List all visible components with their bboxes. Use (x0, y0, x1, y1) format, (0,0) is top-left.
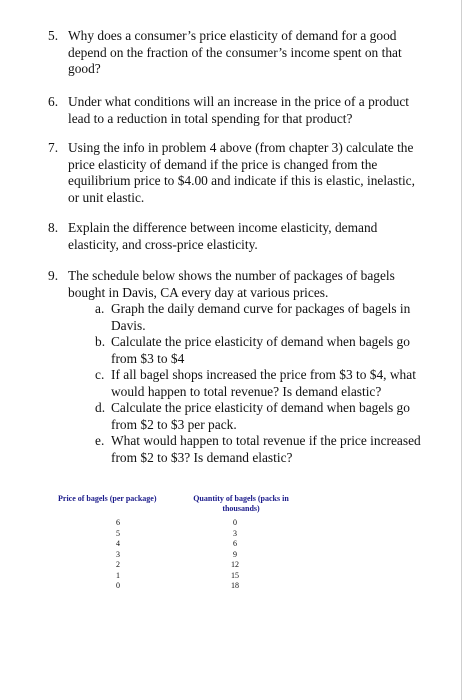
price-cell: 6 (116, 518, 120, 527)
quantity-column-header: Quantity of bagels (packs in thousands) (193, 494, 289, 513)
question-7 (48, 140, 418, 206)
subquestion-text: Calculate the price elasticity of demand when bagels go from $2 to $3 per pack. (111, 400, 410, 432)
price-cell: 5 (116, 528, 120, 538)
subquestion-a (95, 301, 425, 334)
question-8 (48, 220, 418, 253)
price-cell: 4 (116, 539, 120, 548)
question-text: Why does a consumer’s price elasticity of demand for a good depend on the fraction of the consumer’s income spent on that good? (68, 28, 402, 76)
price-cell: 2 (116, 560, 120, 569)
price-cell: 1 (116, 570, 120, 580)
subquestion-letter: a. (95, 301, 105, 316)
subquestion-e (95, 433, 425, 466)
quantity-cell: 15 (231, 570, 239, 580)
question-6 (48, 94, 418, 127)
question-number: 8. (48, 220, 59, 235)
subquestion-text: What would happen to total revenue if the price increased from $2 to $3? Is demand elastic? (111, 433, 421, 465)
quantity-cell: 3 (233, 528, 237, 538)
quantity-column (227, 518, 243, 592)
question-number: 6. (48, 94, 59, 109)
quantity-cell: 0 (233, 518, 237, 527)
quantity-cell: 12 (231, 560, 239, 569)
question-text: Under what conditions will an increase in the price of a product lead to a reduction in total spending for that product? (68, 94, 409, 126)
subquestion-letter: d. (95, 400, 106, 415)
question-text: Explain the difference between income elasticity, demand elasticity, and cross-price elasticity. (68, 220, 378, 252)
question-9-parts (95, 301, 425, 466)
quantity-cell: 9 (233, 549, 237, 559)
subquestion-c (95, 367, 425, 400)
price-column-header: Price of bagels (per package) (58, 494, 157, 503)
question-9 (48, 268, 418, 301)
question-text: Using the info in problem 4 above (from chapter 3) calculate the price elasticity of demand if the price is changed from the equilibrium price to $4.00 and indicate if this is elastic, inelastic, or unit elastic. (68, 140, 415, 205)
price-cell: 3 (116, 549, 120, 559)
price-column (110, 518, 126, 592)
question-number: 7. (48, 140, 59, 155)
subquestion-text: Calculate the price elasticity of demand when bagels go from $3 to $4 (111, 334, 410, 366)
subquestion-letter: b. (95, 334, 106, 349)
question-number: 5. (48, 28, 59, 43)
question-number: 9. (48, 268, 59, 283)
question-5 (48, 28, 418, 78)
quantity-cell: 6 (233, 539, 237, 548)
subquestion-text: Graph the daily demand curve for packages of bagels in Davis. (111, 301, 411, 333)
quantity-cell: 18 (231, 581, 239, 590)
subquestion-letter: e. (95, 433, 105, 448)
subquestion-d (95, 400, 425, 433)
question-text: The schedule below shows the number of packages of bagels bought in Davis, CA every day at various prices. (68, 268, 395, 300)
price-cell: 0 (116, 581, 120, 590)
subquestion-text: If all bagel shops increased the price from $3 to $4, what would happen to total revenue? Is demand elastic? (111, 367, 416, 399)
subquestion-b (95, 334, 425, 367)
page-edge-divider (461, 0, 462, 700)
subquestion-letter: c. (95, 367, 105, 382)
